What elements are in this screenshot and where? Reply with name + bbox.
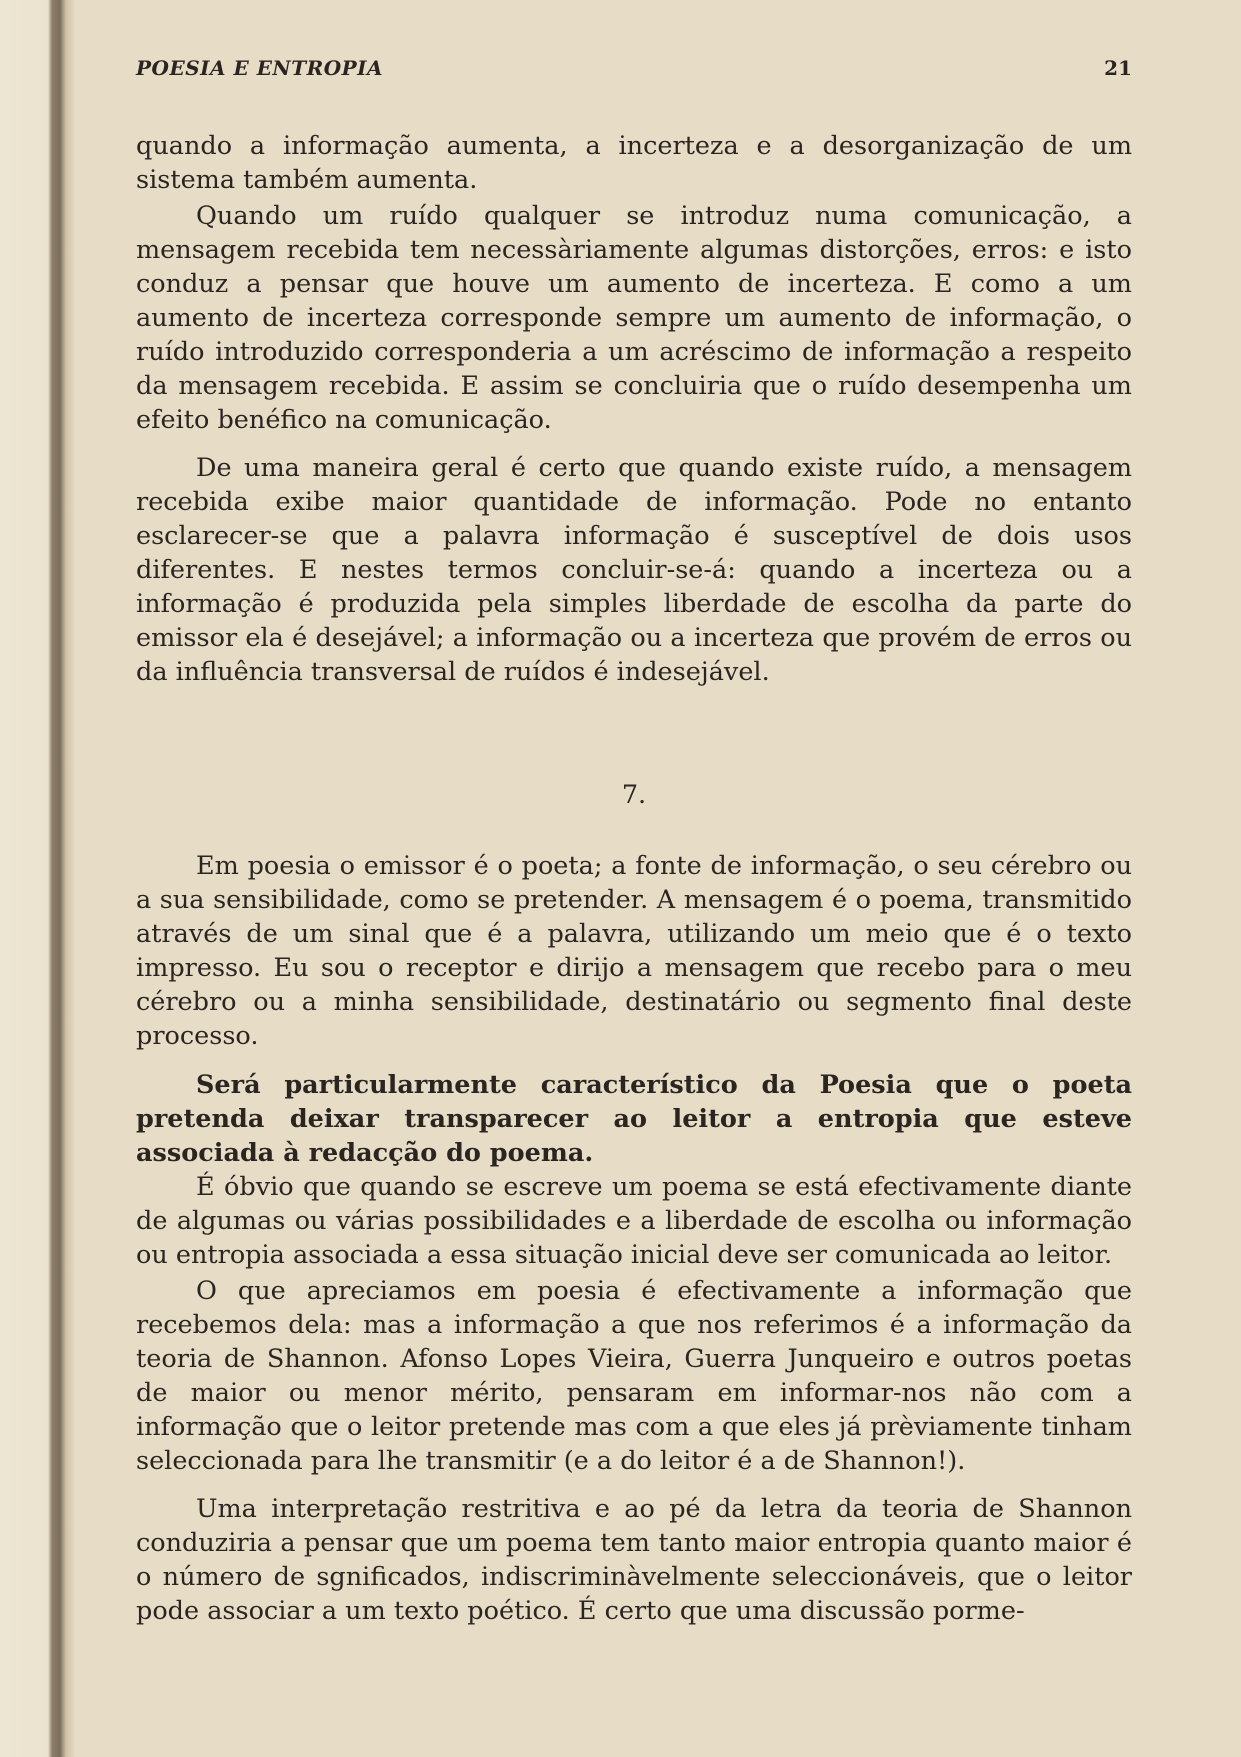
paragraph-continuation: quando a informação aumenta, a incerteza e a desorganização de um sistema também aumenta. xyxy=(136,131,1132,195)
paragraph-noise: Quando um ruído qualquer se introduz numa comunicação, a mensagem recebida tem necessàriamente algumas distorções, erros: e isto conduz a pensar que houve um aumento de incerteza. E como a um aumento de incerteza corresponde sempre um aumento de informação, o ruído introduzido corresponderia a um acréscimo de informação a respeito da mensagem recebida. E assim se concluiria que o ruído desempenha um efeito benéfico na comunicação. xyxy=(136,201,1132,435)
running-title: POESIA E ENTROPIA xyxy=(136,56,384,80)
book-binding-edge xyxy=(0,0,74,1757)
paragraph-emphasis: Será particularmente característico da Poesia que o poeta pretenda deixar transparecer ao leitor a entropia que esteve associada à redacção do poema. xyxy=(136,1070,1132,1168)
paragraph-obvious: É óbvio que quando se escreve um poema se está efectivamente diante de algumas ou várias possibilidades e a liberdade de escolha ou informação ou entropia associada a essa situação inicial deve ser comunicada ao leitor. xyxy=(136,1172,1132,1270)
paragraph-restrictive-interpretation: Uma interpretação restritiva e ao pé da letra da teoria de Shannon conduziria a pensar que um poema tem tanto maior entropia quanto maior é o número de sgnificados, indiscriminàvelmente seleccionáveis, que o leitor pode associar a um texto poético. É certo que uma discussão porme- xyxy=(136,1494,1132,1626)
section-number: 7. xyxy=(621,780,647,810)
paragraph-appreciation: O que apreciamos em poesia é efectivamente a informação que recebemos dela: mas a informação a que nos referimos é a informação da teoria de Shannon. Afonso Lopes Vieira, Guerra Junqueiro e outros poetas de maior ou menor mérito, pensaram em informar-nos não com a informação que o leitor pretende mas com a que eles já prèviamente tinham seleccionada para lhe transmitir (e a do leitor é a de Shannon!). xyxy=(136,1276,1132,1476)
paragraph-information-uses: De uma maneira geral é certo que quando existe ruído, a mensagem recebida exibe maior quantidade de informação. Pode no entanto esclarecer-se que a palavra informação é susceptível de dois usos diferentes. E nestes termos concluir-se-á: quando a incerteza ou a informação é produzida pela simples liberdade de escolha da parte do emissor ela é desejável; a informação ou a incerteza que provém de erros ou da influência transversal de ruídos é indesejável. xyxy=(136,453,1132,687)
page-header xyxy=(136,56,1132,86)
page-number: 21 xyxy=(1104,56,1132,80)
paragraph-poetry-emitter: Em poesia o emissor é o poeta; a fonte de informação, o seu cérebro ou a sua sensibilidade, como se pretender. A mensagem é o poema, transmitido através de um sinal que é a palavra, utilizando um meio que é o texto impresso. Eu sou o receptor e dirijo a mensagem que recebo para o meu cérebro ou a minha sensibilidade, destinatário ou segmento final deste processo. xyxy=(136,851,1132,1051)
